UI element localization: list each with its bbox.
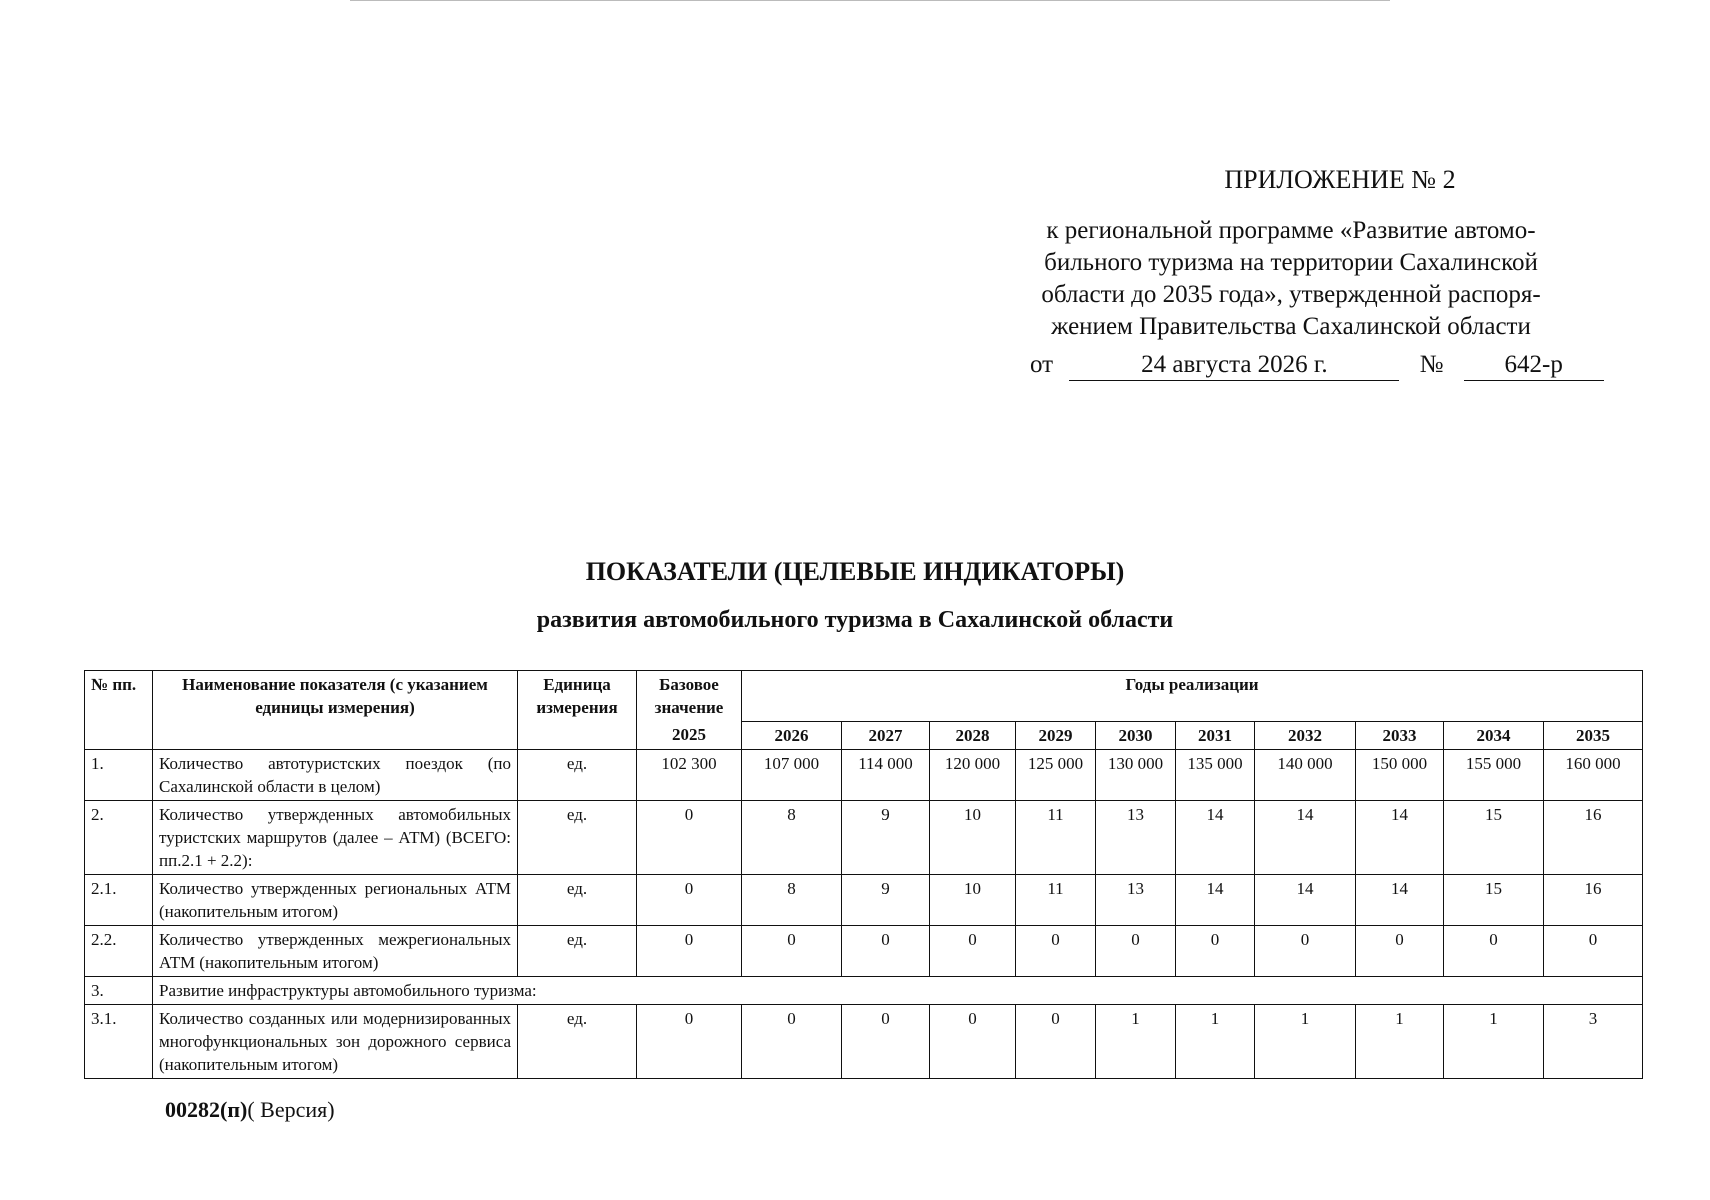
year-value-cell: 8 <box>742 800 842 874</box>
indicators-table <box>84 670 1643 1079</box>
year-value-cell: 13 <box>1096 874 1176 925</box>
year-value-cell: 160 000 <box>1544 749 1643 800</box>
header-year: 2034 <box>1444 721 1544 749</box>
header-year: 2028 <box>930 721 1016 749</box>
header-year: 2033 <box>1356 721 1444 749</box>
year-value-cell: 0 <box>1016 925 1096 976</box>
indicator-name: Количество автотуристских поездок (по Сахалинской области в целом) <box>153 749 518 800</box>
year-value-cell: 135 000 <box>1176 749 1255 800</box>
year-value-cell: 15 <box>1444 800 1544 874</box>
year-value-cell: 0 <box>742 925 842 976</box>
year-value-cell: 14 <box>1356 800 1444 874</box>
year-value-cell: 16 <box>1544 800 1643 874</box>
year-value-cell: 1 <box>1255 1004 1356 1078</box>
section-heading: Развитие инфраструктуры автомобильного туризма: <box>153 976 1643 1004</box>
year-value-cell: 0 <box>1356 925 1444 976</box>
header-year: 2032 <box>1255 721 1356 749</box>
year-value-cell: 9 <box>842 874 930 925</box>
document-title: ПОКАЗАТЕЛИ (ЦЕЛЕВЫЕ ИНДИКАТОРЫ) <box>585 557 1125 586</box>
year-value-cell: 0 <box>1176 925 1255 976</box>
table-row <box>85 874 1643 925</box>
year-value-cell: 0 <box>1255 925 1356 976</box>
footer-version: ( Версия) <box>247 1097 335 1122</box>
base-value-cell: 102 300 <box>637 749 742 800</box>
indicator-name: Количество утвержденных региональных АТМ (накопительным итогом) <box>153 874 518 925</box>
document-date: 24 августа 2026 г. <box>1069 350 1399 381</box>
indicator-name: Количество созданных или модернизированных многофункциональных зон дорожного сервиса (накопительным итогом) <box>153 1004 518 1078</box>
year-value-cell: 0 <box>742 1004 842 1078</box>
row-number: 1. <box>85 749 153 800</box>
year-value-cell: 13 <box>1096 800 1176 874</box>
year-value-cell: 1 <box>1096 1004 1176 1078</box>
table-row <box>85 749 1643 800</box>
indicator-name: Количество утвержденных межрегиональных АТМ (накопительным итогом) <box>153 925 518 976</box>
year-value-cell: 155 000 <box>1444 749 1544 800</box>
table-row <box>85 1004 1643 1078</box>
year-value-cell: 0 <box>930 1004 1016 1078</box>
appendix-block <box>1000 165 1610 378</box>
row-number: 2.2. <box>85 925 153 976</box>
table-row <box>85 976 1643 1004</box>
year-value-cell: 130 000 <box>1096 749 1176 800</box>
unit-cell: ед. <box>518 925 637 976</box>
header-unit: Единица измерения <box>518 671 637 750</box>
header-name: Наименование показателя (с указанием единицы измерения) <box>153 671 518 750</box>
header-year: 2029 <box>1016 721 1096 749</box>
year-value-cell: 0 <box>842 1004 930 1078</box>
year-value-cell: 125 000 <box>1016 749 1096 800</box>
appendix-date-line <box>1030 350 1610 381</box>
top-rule <box>350 0 1390 1</box>
year-value-cell: 0 <box>1444 925 1544 976</box>
base-value-cell: 0 <box>637 925 742 976</box>
year-value-cell: 14 <box>1176 874 1255 925</box>
year-value-cell: 10 <box>930 874 1016 925</box>
year-value-cell: 15 <box>1444 874 1544 925</box>
number-prefix: № <box>1419 351 1444 378</box>
year-value-cell: 0 <box>1544 925 1643 976</box>
appendix-line: бильного туризма на территории Сахалинской <box>1044 249 1538 276</box>
table-row <box>85 925 1643 976</box>
year-value-cell: 14 <box>1255 874 1356 925</box>
unit-cell: ед. <box>518 800 637 874</box>
year-value-cell: 14 <box>1255 800 1356 874</box>
unit-cell: ед. <box>518 749 637 800</box>
indicator-name: Количество утвержденных автомобильных туристских маршрутов (далее – АТМ) (ВСЕГО: пп.2.1 + 2.2): <box>153 800 518 874</box>
year-value-cell: 140 000 <box>1255 749 1356 800</box>
document-number: 642-р <box>1464 350 1604 381</box>
unit-cell: ед. <box>518 1004 637 1078</box>
footer-code <box>165 1097 335 1123</box>
year-value-cell: 11 <box>1016 800 1096 874</box>
row-number: 3.1. <box>85 1004 153 1078</box>
year-value-cell: 0 <box>1096 925 1176 976</box>
year-value-cell: 107 000 <box>742 749 842 800</box>
year-value-cell: 10 <box>930 800 1016 874</box>
document-subtitle: развития автомобильного туризма в Сахалинской области <box>536 607 1174 633</box>
year-value-cell: 0 <box>930 925 1016 976</box>
table-row <box>85 800 1643 874</box>
header-num: № пп. <box>85 671 153 750</box>
header-base-year: 2025 <box>637 721 742 749</box>
header-year: 2035 <box>1544 721 1643 749</box>
year-value-cell: 16 <box>1544 874 1643 925</box>
appendix-title: ПРИЛОЖЕНИЕ № 2 <box>1224 165 1456 194</box>
year-value-cell: 11 <box>1016 874 1096 925</box>
year-value-cell: 150 000 <box>1356 749 1444 800</box>
year-value-cell: 114 000 <box>842 749 930 800</box>
row-number: 2. <box>85 800 153 874</box>
date-prefix: от <box>1030 351 1054 378</box>
year-value-cell: 120 000 <box>930 749 1016 800</box>
base-value-cell: 0 <box>637 800 742 874</box>
base-value-cell: 0 <box>637 874 742 925</box>
indicators-body <box>85 749 1643 1078</box>
appendix-line: жением Правительства Сахалинской области <box>1051 313 1531 340</box>
base-value-cell: 0 <box>637 1004 742 1078</box>
header-year: 2030 <box>1096 721 1176 749</box>
year-value-cell: 0 <box>842 925 930 976</box>
header-year: 2027 <box>842 721 930 749</box>
header-base: Базовое значение <box>637 671 742 722</box>
year-value-cell: 1 <box>1176 1004 1255 1078</box>
row-number: 2.1. <box>85 874 153 925</box>
year-value-cell: 1 <box>1444 1004 1544 1078</box>
year-value-cell: 0 <box>1016 1004 1096 1078</box>
year-value-cell: 14 <box>1176 800 1255 874</box>
footer-code-number: 00282(п) <box>165 1097 248 1122</box>
year-value-cell: 1 <box>1356 1004 1444 1078</box>
year-value-cell: 9 <box>842 800 930 874</box>
header-year: 2026 <box>742 721 842 749</box>
appendix-line: к региональной программе «Развитие автомо- <box>1046 217 1536 244</box>
year-value-cell: 8 <box>742 874 842 925</box>
header-year: 2031 <box>1176 721 1255 749</box>
row-number: 3. <box>85 976 153 1004</box>
header-years-group: Годы реализации <box>742 671 1643 722</box>
unit-cell: ед. <box>518 874 637 925</box>
appendix-line: области до 2035 года», утвержденной распоря- <box>1041 281 1541 308</box>
year-value-cell: 14 <box>1356 874 1444 925</box>
year-value-cell: 3 <box>1544 1004 1643 1078</box>
